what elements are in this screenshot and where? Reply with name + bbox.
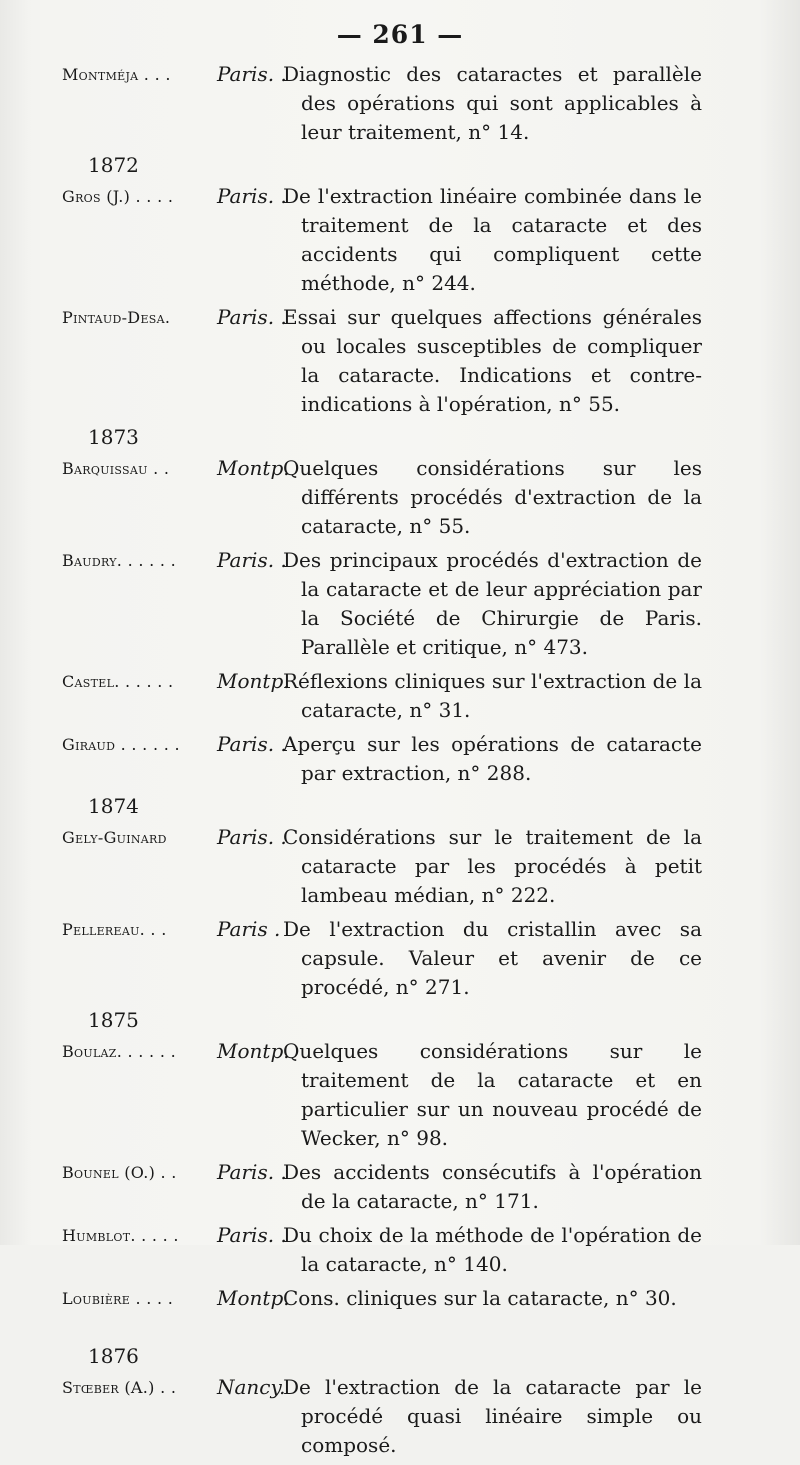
entry-title: De l'extraction linéaire combinée dans le traitement de la cataracte et des accidents qui compliquent cette méthode, n° 244. [283, 184, 702, 295]
bibliography-entry [62, 454, 702, 541]
entry-city: Montp. [217, 1286, 290, 1310]
entry-author: Pellereau. . . [62, 920, 167, 939]
entry-title: De l'extraction du cristallin avec sa capsule. Valeur et avenir de ce procédé, n° 271. [283, 917, 702, 999]
entry-author: Giraud . . . . . . [62, 735, 180, 754]
bibliography-entry [62, 546, 702, 662]
entry-city: Paris. . [217, 732, 287, 756]
entry-title: Réflexions cliniques sur l'extraction de la cataracte, n° 31. [283, 669, 702, 722]
entry-city: Paris. . [217, 1223, 287, 1247]
entry-author: Baudry. . . . . . [62, 551, 177, 570]
bibliography-entry [62, 667, 702, 725]
entry-city: Montp. [217, 1039, 290, 1063]
entry-city: Paris. . [217, 184, 287, 208]
entry-city: Nancy. [217, 1375, 286, 1399]
page-number: — 261 — [336, 20, 464, 49]
entry-author: Boulaz. . . . . . [62, 1042, 176, 1061]
bibliography-entry [62, 1221, 702, 1279]
entry-city: Paris. . [217, 62, 287, 86]
bibliography-entry [62, 1158, 702, 1216]
entry-author: Castel. . . . . . [62, 672, 174, 691]
entry-title: Quelques considérations sur les différents procédés d'extraction de la cataracte, n° 55. [283, 456, 702, 538]
entry-author: Montméja . . . [62, 65, 171, 84]
entry-title: Du choix de la méthode de l'opération de la cataracte, n° 140. [283, 1223, 702, 1276]
bibliography-entry [62, 182, 702, 298]
entry-title: Cons. cliniques sur la cataracte, n° 30. [283, 1286, 677, 1310]
bibliography-entry [62, 1037, 702, 1153]
entry-title: Des principaux procédés d'extraction de la cataracte et de leur appréciation par la Société de Chirurgie de Paris. Parallèle et critique, n° 473. [283, 548, 702, 659]
entry-title: Quelques considérations sur le traitement de la cataracte et en particulier sur un nouveau procédé de Wecker, n° 98. [283, 1039, 702, 1150]
entry-title: Des accidents consécutifs à l'opération de la cataracte, n° 171. [283, 1160, 702, 1213]
bibliography-entry [62, 1284, 702, 1313]
entry-author: Humblot. . . . . [62, 1226, 179, 1245]
entry-title: Diagnostic des cataractes et parallèle des opérations qui sont applicables à leur traitement, n° 14. [283, 62, 702, 144]
bibliography-entry [62, 1373, 702, 1460]
entry-city: Paris. . [217, 305, 287, 329]
entry-city: Paris . [217, 917, 281, 941]
entry-city: Paris. . [217, 1160, 287, 1184]
entry-author: Bounel (O.) . . [62, 1163, 177, 1182]
entry-title: Considérations sur le traitement de la cataracte par les procédés à petit lambeau médian, n° 222. [283, 825, 702, 907]
entry-title: Aperçu sur les opérations de cataracte par extraction, n° 288. [283, 732, 702, 785]
entry-author: Gros (J.) . . . . [62, 187, 174, 206]
entry-author: Loubière . . . . [62, 1289, 174, 1308]
entry-city: Montp. [217, 456, 290, 480]
year-heading: 1876 [88, 1344, 139, 1368]
bibliography-list [62, 60, 702, 1465]
entry-city: Paris. . [217, 825, 287, 849]
entry-author: Pintaud-Desa. [62, 308, 171, 327]
year-heading: 1873 [88, 425, 139, 449]
year-heading: 1872 [88, 153, 139, 177]
bibliography-entry [62, 915, 702, 1002]
bibliography-entry [62, 303, 702, 419]
entry-city: Paris. . [217, 548, 287, 572]
year-heading: 1874 [88, 794, 139, 818]
entry-author: Barquissau . . [62, 459, 170, 478]
year-heading: 1875 [88, 1008, 139, 1032]
entry-city: Montp. [217, 669, 290, 693]
bibliography-entry [62, 60, 702, 147]
entry-author: Gely-Guinard [62, 828, 167, 847]
entry-title: De l'extraction de la cataracte par le procédé quasi linéaire simple ou composé. [283, 1375, 702, 1457]
entry-author: Stœber (A.) . . [62, 1378, 177, 1397]
bibliography-entry [62, 730, 702, 788]
entry-title: Essai sur quelques affections générales ou locales susceptibles de compliquer la cataracte. Indications et contre-indications à l'opération, n° 55. [283, 305, 702, 416]
bibliography-entry [62, 823, 702, 910]
